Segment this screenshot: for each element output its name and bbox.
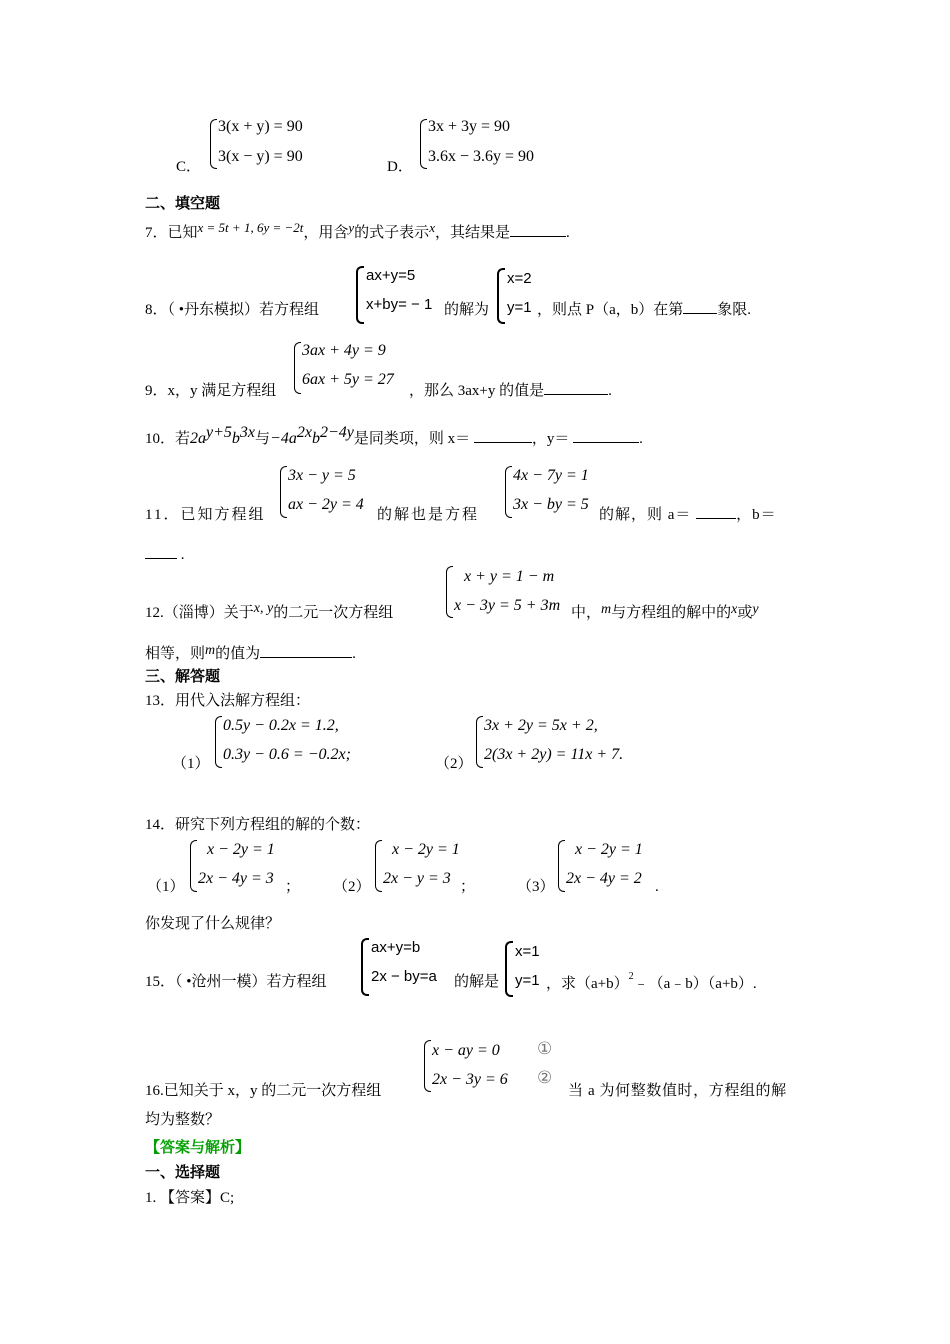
q12-eq1: x + y = 1 − m [464,568,555,585]
brace-q14c [558,840,565,892]
q11-post: 的解，则 a＝ [599,507,692,523]
q9-blank[interactable] [544,393,608,395]
q12-mid: 的二元一次方程组 [273,605,394,621]
q12-line2-pre: 相等，则 [145,646,206,662]
q11-post2: ，b＝ [736,507,777,523]
q11-line2: . [145,548,185,563]
q7-mid1: ，用含 [303,225,349,241]
q15-sup: 2 [628,971,634,982]
q10-t2: −4a [270,430,297,447]
q12-pre: 12.（淄博）关于 [145,605,254,621]
choice-c-eq2: 3(x − y) = 90 [218,148,303,165]
q12-or: 或 [737,605,753,621]
q7-blank[interactable] [510,235,566,237]
q12-line2-post: 的值为 [215,646,261,662]
q10-pre: 10．若 [145,431,191,447]
q8-sol1: x=2 [507,270,532,287]
q11-pre: 11．已知方程组 [145,507,266,523]
q7-pre: 7．已知 [145,225,198,241]
q13-b2: 2(3x + 2y) = 11x + 7. [484,746,624,763]
q10: 10．若$2a^{y+5}b^{3x}$与$-4a^{2x}b^{2-4y}$是同类项，则 x＝ ，y＝ . [145,424,643,447]
q12-blank[interactable] [260,656,352,658]
brace-q9 [294,342,301,394]
q10-blank-y[interactable] [573,441,639,443]
brace-q16 [424,1040,431,1092]
q11-tail [599,508,777,523]
q13-l2: （2） [435,756,473,772]
q15-sol1: x=1 [515,943,540,960]
brace-q8 [356,266,364,324]
q12-vy: y [752,602,759,617]
q13-a2: 0.3y − 0.6 = −0.2x; [223,746,351,763]
q16-eq1: x − ay = 0 [432,1042,500,1059]
q7: 7．已知x = 5t + 1, 6y = −2t，用含y的式子表示x，其结果是 . [145,220,570,241]
q10-t1: 2a [190,430,207,447]
q14-s2: ； [460,879,476,895]
q8-blank[interactable] [683,312,717,314]
q10-t2b: b [311,430,320,447]
q10-t2b-sup: 2−4y [319,424,354,441]
q11-eq4: 3x − by = 5 [513,496,589,513]
q9-eq1: 3ax + 4y = 9 [302,342,386,359]
q14-l2: （2） [333,879,371,895]
q13-b1: 3x + 2y = 5x + 2, [484,717,598,734]
q12-line1-left [145,601,394,621]
choice-d-label: D． [387,159,413,175]
q12-line2: 相等，则m的值为 . [145,643,356,662]
q7-var-y: y [348,220,355,235]
q11-blank-a[interactable] [696,517,736,519]
choice-c-label: C． [176,159,202,175]
q11-mid: 的解也是方程 [377,507,480,523]
q11-eq1: 3x − y = 5 [288,467,356,484]
q8-pre: 8．（ •丹东模拟）若方程组 [145,302,320,318]
q14-follow: 你发现了什么规律？ [145,916,281,932]
q13-l1: （1） [172,756,210,772]
q16-pre: 16.已知关于 x，y 的二元一次方程组 [145,1083,382,1099]
q14-a2: 2x − 4y = 3 [198,870,274,887]
q10-blank-x[interactable] [474,441,532,443]
q15-mid: 的解是 [454,974,500,990]
q7-mid2: 的式子表示 [354,225,430,241]
q9-pre: 9．x，y 满足方程组 [145,383,277,399]
brace-q13a [215,716,222,768]
q14-c2: 2x − 4y = 2 [566,870,642,887]
q13-title: 13．用代入法解方程组： [145,693,311,709]
q11-eq3: 4x − 7y = 1 [513,467,589,484]
q16-line2: 均为整数？ [145,1112,221,1128]
q14-l1: （1） [147,879,185,895]
q8-sol2: y=1 [507,299,532,316]
choice-c-eq1: 3(x + y) = 90 [218,118,303,135]
q15-sol2: y=1 [515,972,540,989]
q8-post: ，则点 P（a，b）在第 [537,302,684,318]
q12-post1: 中， [571,605,602,621]
q10-t1b-sup: 3x [239,424,256,441]
answers-title: 【答案与解析】 [145,1140,251,1156]
q9-tail: ，那么 3ax+y 的值是 . [409,383,612,399]
choice-d-eq1: 3x + 3y = 90 [428,118,511,135]
q8-post2: 象限. [717,302,752,318]
q12-m1: m [601,602,612,617]
q7-post: ，其结果是 [434,225,510,241]
q16-c1: ① [537,1039,553,1059]
q15-post2: ﹣（a﹣b）（a+b）. [633,976,757,992]
q11-blank-b[interactable] [145,557,177,559]
q14-b1: x − 2y = 1 [392,841,460,858]
q16-eq2: 2x − 3y = 6 [432,1071,508,1088]
q14-s1: ； [285,879,301,895]
q15-eq2: 2x − by=a [371,968,437,985]
section-fill-title: 二、填空题 [145,196,221,212]
brace-c [210,119,217,169]
q15-post: ，求（a+b） [546,976,629,992]
answers-section1: 一、选择题 [145,1165,221,1181]
q9-eq2: 6ax + 5y = 27 [302,371,394,388]
q8-eq2: x+by= − 1 [366,296,433,313]
q7-expr: x = 5t + 1, 6y = −2t [197,220,304,235]
q15-eq1: ax+y=b [371,939,421,956]
choice-d-eq2: 3.6x − 3.6y = 90 [428,148,535,165]
q10-post: 是同类项，则 x＝ [353,431,471,447]
brace-q13b [476,716,483,768]
q12-m2: m [205,643,216,658]
q10-post2: ，y＝ [531,431,570,447]
q10-t1b: b [231,430,240,447]
q8-mid: 的解为 [444,302,490,318]
q10-mid: 与 [255,431,271,447]
q8-tail [537,303,751,318]
brace-q14a [190,840,197,892]
q15-tail [546,971,757,992]
q15-pre: 15．（ •沧州一模）若方程组 [145,974,327,990]
q14-b2: 2x − y = 3 [383,870,451,887]
section-solve-title: 三、解答题 [145,669,221,685]
brace-q12 [446,566,453,618]
q10-t2-sup: 2x [296,424,312,441]
q14-c1: x − 2y = 1 [575,841,643,858]
q14-title: 14．研究下列方程组的解的个数： [145,817,371,833]
q12-vars: x, y [253,601,274,616]
q11-eq2: ax − 2y = 4 [288,496,364,513]
q12-line1-right [571,602,759,621]
brace-q15-sol [505,941,513,997]
q12-eq2: x − 3y = 5 + 3m [454,597,561,614]
brace-q11a [280,466,287,518]
q12-post2: 与方程组的解中的 [611,605,732,621]
q13-a1: 0.5y − 0.2x = 1.2, [223,717,339,734]
brace-q14b [375,840,382,892]
q14-l3: （3） [517,879,555,895]
brace-d [420,119,427,169]
q8-eq1: ax+y=5 [366,267,416,284]
brace-q8-sol [497,268,505,324]
q10-t1-sup: y+5 [206,424,232,441]
q16-post: 当 a 为何整数值时，方程组的解 [568,1083,787,1099]
brace-q15 [361,938,369,996]
brace-q11b [505,466,512,518]
q14-a1: x − 2y = 1 [207,841,275,858]
answer-1: 1. 【答案】C; [145,1190,235,1206]
q14-s3: . [655,879,659,895]
q12-vx: x [731,602,738,617]
q7-var-x: x [429,220,435,235]
q16-c2: ② [537,1068,553,1088]
q9-post: ，那么 3ax+y 的值是 [409,383,545,399]
